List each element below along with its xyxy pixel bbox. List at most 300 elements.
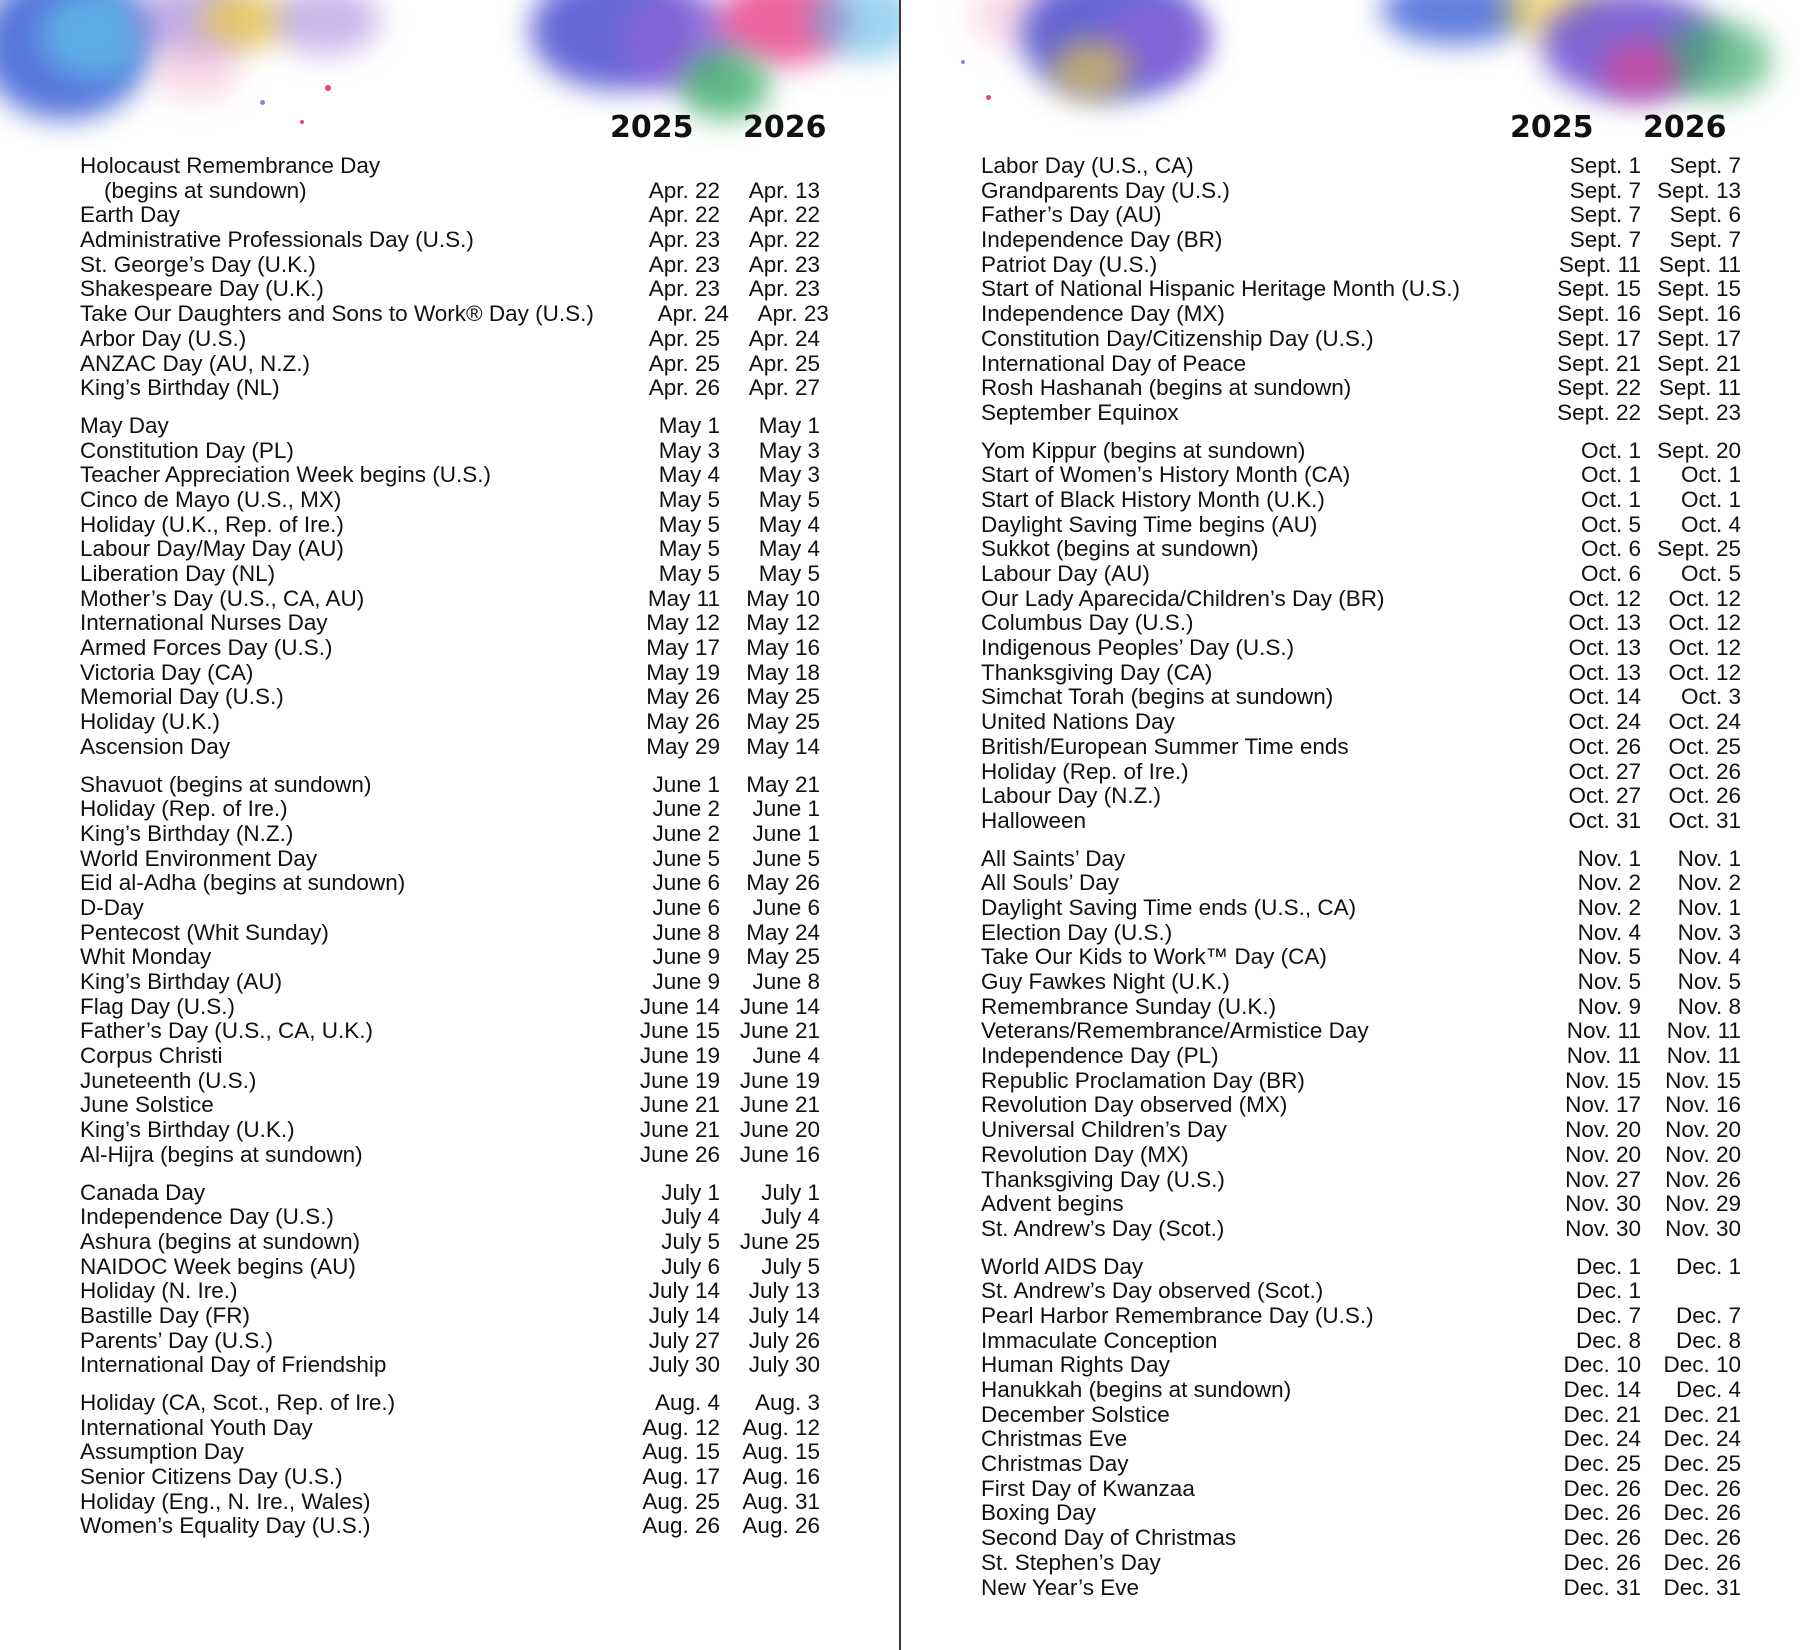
date-2025: July 27 (648, 1327, 720, 1353)
holiday-row (80, 710, 820, 735)
date-2025: Sept. 22 (1557, 375, 1641, 401)
date-2025: May 4 (658, 462, 720, 488)
holiday-row (80, 797, 820, 822)
date-2026: Nov. 8 (1677, 993, 1741, 1019)
date-2025: Sept. 16 (1557, 301, 1641, 327)
date-2026: Oct. 1 (1680, 486, 1741, 512)
date-2025: June 6 (652, 870, 720, 896)
holiday-row (80, 1329, 820, 1354)
holiday-row (80, 1490, 820, 1515)
date-2026: June 21 (739, 1018, 820, 1044)
holiday-row (981, 154, 1741, 179)
holiday-name: Daylight Saving Time begins (AU) (981, 511, 1318, 537)
holiday-name: Parents’ Day (U.S.) (80, 1327, 273, 1353)
holiday-group (80, 1391, 820, 1539)
date-2025: Apr. 23 (648, 276, 720, 302)
holiday-name: Independence Day (PL) (981, 1043, 1219, 1069)
date-2026: June 14 (739, 993, 820, 1019)
holiday-name: Arbor Day (U.S.) (80, 325, 247, 351)
holiday-row (80, 253, 820, 278)
holiday-name: September Equinox (981, 399, 1179, 425)
date-2026: Sept. 7 (1669, 227, 1741, 253)
holiday-row (80, 945, 820, 970)
date-2026: Nov. 11 (1666, 1018, 1741, 1044)
date-2025: Dec. 25 (1563, 1451, 1641, 1477)
date-2026: Nov. 20 (1665, 1141, 1741, 1167)
date-2026: Apr. 27 (748, 375, 820, 401)
holiday-name: (begins at sundown) (104, 177, 307, 203)
date-2025: June 19 (639, 1067, 720, 1093)
holiday-name: Indigenous Peoples’ Day (U.S.) (981, 635, 1295, 661)
date-2025: June 9 (652, 969, 720, 994)
holiday-row (981, 1551, 1741, 1576)
holiday-row (981, 253, 1741, 278)
date-2026: Aug. 31 (742, 1488, 820, 1514)
date-2026: Apr. 23 (757, 301, 829, 327)
date-2026: Sept. 11 (1658, 375, 1741, 401)
holiday-name: King’s Birthday (N.Z.) (80, 820, 294, 846)
date-2025: Apr. 22 (648, 202, 720, 228)
date-2026: May 12 (746, 610, 820, 636)
holiday-name: King’s Birthday (NL) (80, 375, 280, 401)
date-2026: Nov. 20 (1665, 1117, 1741, 1143)
date-2026: Apr. 22 (748, 227, 820, 253)
holiday-name: Bastille Day (FR) (80, 1302, 251, 1328)
holiday-row (981, 587, 1741, 612)
holiday-name: Holiday (Rep. of Ire.) (80, 796, 288, 822)
holiday-name: D-Day (80, 894, 144, 920)
date-2025: Nov. 15 (1565, 1067, 1641, 1093)
date-2026: Sept. 16 (1657, 301, 1741, 327)
holiday-name: Independence Day (BR) (981, 227, 1223, 253)
date-2025: May 5 (658, 561, 720, 586)
date-2025: May 29 (646, 733, 720, 759)
date-2025: Oct. 14 (1568, 684, 1641, 710)
date-2026: Sept. 25 (1657, 536, 1741, 562)
date-2025: Aug. 25 (642, 1488, 720, 1514)
holiday-name: Thanksgiving Day (U.S.) (981, 1166, 1225, 1192)
date-2025: Nov. 2 (1577, 870, 1641, 896)
date-2025: May 19 (646, 659, 720, 685)
date-2026: Oct. 12 (1668, 635, 1741, 661)
holiday-row (981, 179, 1741, 204)
date-2025: Sept. 7 (1569, 202, 1641, 228)
holiday-name: Whit Monday (80, 944, 212, 970)
date-2026: Oct. 26 (1668, 783, 1741, 809)
date-2025: Nov. 9 (1577, 993, 1641, 1019)
date-2026: Nov. 1 (1677, 894, 1741, 920)
date-2026: Sept. 23 (1657, 399, 1741, 425)
date-2026: Dec. 4 (1675, 1377, 1741, 1402)
date-2025: Apr. 25 (648, 350, 720, 376)
holiday-name: Revolution Day observed (MX) (981, 1092, 1288, 1118)
holiday-name: Holiday (CA, Scot., Rep. of Ire.) (80, 1390, 396, 1415)
holiday-name: Pentecost (Whit Sunday) (80, 919, 329, 945)
holiday-row (80, 871, 820, 896)
holiday-row (80, 352, 820, 377)
date-2025: Dec. 26 (1563, 1500, 1641, 1526)
date-2025: Oct. 31 (1568, 807, 1641, 833)
date-2026: Oct. 31 (1668, 807, 1741, 833)
date-2025: Dec. 1 (1575, 1253, 1641, 1279)
date-2026: Apr. 25 (748, 350, 820, 376)
holiday-name: Senior Citizens Day (U.S.) (80, 1464, 343, 1490)
date-2026: Nov. 11 (1666, 1043, 1741, 1069)
holiday-row (981, 562, 1741, 587)
date-2026: May 3 (758, 462, 820, 488)
date-2025: Dec. 26 (1563, 1549, 1641, 1575)
date-2025: May 5 (658, 511, 720, 537)
date-2026: May 21 (746, 771, 820, 797)
date-2026: Dec. 24 (1663, 1426, 1741, 1452)
holiday-name: First Day of Kwanzaa (981, 1475, 1195, 1501)
date-2025: Oct. 24 (1568, 709, 1641, 735)
left-page (0, 0, 899, 1650)
holiday-name: British/European Summer Time ends (981, 733, 1349, 759)
holiday-name: Independence Day (U.S.) (80, 1204, 334, 1230)
holiday-row (80, 1181, 820, 1206)
holiday-row (981, 1118, 1741, 1143)
date-2026: June 1 (752, 796, 820, 822)
date-2026: June 16 (739, 1141, 820, 1167)
date-2026: Nov. 1 (1677, 845, 1741, 871)
date-2025: Oct. 13 (1568, 610, 1641, 636)
date-2025: Apr. 23 (648, 227, 720, 253)
holiday-name: Independence Day (MX) (981, 301, 1225, 327)
date-2026: June 1 (752, 820, 820, 846)
date-2026: June 4 (752, 1043, 820, 1069)
holiday-name: Victoria Day (CA) (80, 659, 254, 685)
date-2025: Oct. 13 (1568, 635, 1641, 661)
holiday-row (80, 1044, 820, 1069)
holiday-name: Columbus Day (U.S.) (981, 610, 1194, 636)
holiday-row (80, 376, 820, 401)
holiday-group (80, 1181, 820, 1379)
date-2025: Oct. 12 (1568, 585, 1641, 611)
date-2026: May 4 (758, 536, 820, 562)
holiday-row (80, 414, 820, 439)
date-2025: Sept. 17 (1557, 325, 1641, 351)
date-2025: Sept. 7 (1569, 177, 1641, 203)
date-2026: Nov. 2 (1677, 870, 1741, 896)
holiday-row (981, 537, 1741, 562)
date-2026: Oct. 24 (1668, 709, 1741, 735)
holiday-name: Daylight Saving Time ends (U.S., CA) (981, 894, 1357, 920)
date-2025: Oct. 1 (1580, 486, 1641, 512)
holiday-name: Women’s Equality Day (U.S.) (80, 1513, 371, 1539)
holiday-row (80, 1255, 820, 1280)
date-2026: Apr. 22 (748, 202, 820, 228)
date-2025: Dec. 24 (1563, 1426, 1641, 1452)
date-2025: June 5 (652, 845, 720, 871)
date-2026: Aug. 3 (754, 1390, 820, 1415)
date-2026: Sept. 11 (1658, 251, 1741, 277)
holiday-name: Ascension Day (80, 733, 231, 759)
date-2025: June 6 (652, 894, 720, 920)
holiday-row (80, 203, 820, 228)
date-2025: May 11 (647, 585, 720, 611)
date-2025: June 9 (652, 944, 720, 970)
date-2025: Oct. 1 (1580, 437, 1641, 463)
holiday-row (80, 1353, 820, 1378)
date-2025: Aug. 4 (654, 1390, 720, 1415)
date-2026: Oct. 5 (1680, 561, 1741, 586)
date-2026: July 13 (748, 1278, 820, 1304)
holiday-name: Human Rights Day (981, 1352, 1170, 1378)
holiday-group (80, 773, 820, 1168)
holiday-name: St. Stephen’s Day (981, 1549, 1161, 1575)
date-2025: Nov. 11 (1566, 1043, 1641, 1069)
date-2025: Dec. 1 (1575, 1278, 1641, 1304)
holiday-row (981, 1329, 1741, 1354)
date-2026: June 21 (739, 1092, 820, 1118)
date-2026: Nov. 5 (1677, 969, 1741, 994)
holiday-name: Holiday (U.K., Rep. of Ire.) (80, 511, 344, 537)
date-2026: May 24 (746, 919, 820, 945)
holiday-row (981, 1069, 1741, 1094)
date-2026: May 18 (746, 659, 820, 685)
holiday-name: International Day of Friendship (80, 1352, 387, 1378)
date-2025: June 1 (652, 771, 720, 797)
date-2025: May 3 (658, 437, 720, 463)
holiday-row (80, 1143, 820, 1168)
holiday-row (80, 537, 820, 562)
date-2026: Dec. 26 (1663, 1475, 1741, 1501)
holiday-name: June Solstice (80, 1092, 214, 1118)
date-2026: May 25 (746, 684, 820, 710)
date-2025: Nov. 4 (1577, 919, 1641, 945)
holiday-row (80, 611, 820, 636)
holiday-name: Constitution Day (PL) (80, 437, 294, 463)
date-2026: Sept. 17 (1657, 325, 1741, 351)
holiday-row (80, 1019, 820, 1044)
date-2025: May 5 (658, 536, 720, 562)
holiday-name: All Saints’ Day (981, 845, 1126, 871)
holiday-name: Cinco de Mayo (U.S., MX) (80, 486, 342, 512)
holiday-row (981, 439, 1741, 464)
date-2025: Nov. 5 (1577, 944, 1641, 970)
date-2026: Dec. 8 (1675, 1327, 1741, 1353)
holiday-name: Patriot Day (U.S.) (981, 251, 1158, 277)
date-2026: Dec. 26 (1663, 1500, 1741, 1526)
date-2025: Nov. 20 (1565, 1117, 1641, 1143)
date-2025: Dec. 10 (1563, 1352, 1641, 1378)
holiday-row (981, 488, 1741, 513)
date-2026: July 5 (761, 1253, 820, 1279)
holiday-name: St. George’s Day (U.K.) (80, 251, 316, 277)
holiday-row (981, 1501, 1741, 1526)
holiday-name: Yom Kippur (begins at sundown) (981, 437, 1306, 463)
holiday-row (80, 773, 820, 798)
date-2026: Oct. 12 (1668, 659, 1741, 685)
holiday-group (981, 439, 1741, 834)
date-2026: May 10 (746, 585, 820, 611)
holiday-row (981, 1255, 1741, 1280)
date-2025: July 14 (648, 1302, 720, 1328)
date-2025: Oct. 26 (1568, 733, 1641, 759)
date-2026: Dec. 10 (1663, 1352, 1741, 1378)
date-2026: Dec. 26 (1663, 1549, 1741, 1575)
holiday-row (80, 463, 820, 488)
holiday-row (80, 1514, 820, 1539)
holiday-row (981, 1427, 1741, 1452)
date-2026: May 25 (746, 709, 820, 735)
holiday-row (80, 179, 820, 204)
year-header-2025: 2025 (610, 110, 694, 145)
holiday-row (981, 871, 1741, 896)
date-2026: Apr. 23 (748, 251, 820, 277)
date-2025: June 19 (639, 1043, 720, 1069)
holiday-name: Labor Day (U.S., CA) (981, 153, 1194, 178)
holiday-row (981, 611, 1741, 636)
date-2025: Sept. 21 (1557, 350, 1641, 376)
holiday-row (981, 685, 1741, 710)
holiday-row (80, 1391, 820, 1416)
holiday-name: New Year’s Eve (981, 1574, 1140, 1600)
date-2025: Nov. 30 (1565, 1191, 1641, 1217)
date-2025: July 1 (661, 1179, 720, 1205)
date-2026: Sept. 15 (1657, 276, 1741, 302)
holiday-row (981, 277, 1741, 302)
date-2026: Dec. 31 (1663, 1574, 1741, 1600)
holiday-name: Assumption Day (80, 1439, 244, 1465)
holiday-name: Labour Day/May Day (AU) (80, 536, 344, 562)
date-2026: Nov. 15 (1665, 1067, 1741, 1093)
holiday-name: Shakespeare Day (U.K.) (80, 276, 324, 302)
holiday-row (981, 1143, 1741, 1168)
date-2026: Sept. 20 (1657, 437, 1741, 463)
date-2026: Nov. 26 (1665, 1166, 1741, 1192)
date-2025: June 21 (639, 1117, 720, 1143)
date-2025: Sept. 11 (1558, 251, 1641, 277)
date-2026: Apr. 13 (748, 177, 820, 203)
date-2026: May 25 (746, 944, 820, 970)
holiday-row (981, 1093, 1741, 1118)
holiday-name: Holocaust Remembrance Day (80, 153, 381, 178)
holiday-name: Halloween (981, 807, 1087, 833)
holiday-name: NAIDOC Week begins (AU) (80, 1253, 356, 1279)
holiday-row (981, 1526, 1741, 1551)
date-2025: June 26 (639, 1141, 720, 1167)
holiday-row (981, 847, 1741, 872)
holiday-row (981, 1019, 1741, 1044)
holiday-row (981, 1192, 1741, 1217)
date-2026: July 30 (748, 1352, 820, 1378)
holiday-row (80, 921, 820, 946)
date-2025: June 21 (639, 1092, 720, 1118)
holiday-name: Canada Day (80, 1179, 206, 1205)
date-2026: Dec. 1 (1675, 1253, 1741, 1279)
holiday-name: Liberation Day (NL) (80, 561, 276, 586)
holiday-row (80, 1069, 820, 1094)
year-header-2026: 2026 (1643, 110, 1727, 145)
holiday-name: International Nurses Day (80, 610, 328, 636)
date-2025: Apr. 26 (648, 375, 720, 401)
holiday-name: Father’s Day (U.S., CA, U.K.) (80, 1018, 373, 1044)
holiday-row (80, 1304, 820, 1329)
holiday-name: All Souls’ Day (981, 870, 1119, 896)
date-2025: Nov. 27 (1565, 1166, 1641, 1192)
holiday-row (981, 896, 1741, 921)
holiday-name: World Environment Day (80, 845, 318, 871)
holiday-name: St. Andrew’s Day (Scot.) (981, 1215, 1225, 1241)
date-2025: Dec. 8 (1575, 1327, 1641, 1353)
holiday-row (981, 1452, 1741, 1477)
holiday-name: Election Day (U.S.) (981, 919, 1173, 945)
date-2026: May 16 (746, 635, 820, 661)
holiday-row (981, 327, 1741, 352)
holiday-name: Ashura (begins at sundown) (80, 1228, 361, 1254)
date-2026: June 20 (739, 1117, 820, 1143)
holiday-name: United Nations Day (981, 709, 1175, 735)
date-2025: Dec. 31 (1563, 1574, 1641, 1600)
date-2025: Oct. 1 (1580, 462, 1641, 488)
holiday-name: Hanukkah (begins at sundown) (981, 1377, 1292, 1402)
holiday-row (80, 847, 820, 872)
holiday-row (80, 1205, 820, 1230)
date-2026: May 3 (758, 437, 820, 463)
holiday-row (80, 327, 820, 352)
date-2026: June 25 (739, 1228, 820, 1254)
holiday-row (981, 302, 1741, 327)
holiday-name: Our Lady Aparecida/Children’s Day (BR) (981, 585, 1385, 611)
holiday-row (80, 439, 820, 464)
date-2025: Nov. 5 (1577, 969, 1641, 994)
date-2025: Aug. 12 (642, 1414, 720, 1440)
holiday-row (981, 401, 1741, 426)
holiday-name: Remembrance Sunday (U.K.) (981, 993, 1277, 1019)
date-2025: July 14 (648, 1278, 720, 1304)
date-2025: Oct. 6 (1580, 561, 1641, 586)
holiday-group (981, 847, 1741, 1242)
date-2026: July 26 (748, 1327, 820, 1353)
holiday-row (80, 822, 820, 847)
date-2026: June 6 (752, 894, 820, 920)
holiday-row (80, 970, 820, 995)
holiday-row (981, 228, 1741, 253)
holiday-row (80, 154, 820, 179)
holiday-name: Corpus Christi (80, 1043, 223, 1069)
date-2026: June 19 (739, 1067, 820, 1093)
date-2025: Nov. 20 (1565, 1141, 1641, 1167)
holiday-row (981, 1217, 1741, 1242)
date-2025: Sept. 22 (1557, 399, 1641, 425)
holiday-row (80, 488, 820, 513)
holiday-name: Republic Proclamation Day (BR) (981, 1067, 1305, 1093)
holiday-row (981, 1477, 1741, 1502)
date-2025: Dec. 7 (1575, 1302, 1641, 1328)
date-2025: Nov. 2 (1577, 894, 1641, 920)
holiday-row (981, 352, 1741, 377)
holiday-name: Guy Fawkes Night (U.K.) (981, 969, 1230, 994)
holiday-name: Al-Hijra (begins at sundown) (80, 1141, 363, 1167)
date-2026: Apr. 23 (748, 276, 820, 302)
holiday-name: International Day of Peace (981, 350, 1247, 376)
holiday-name: Eid al-Adha (begins at sundown) (80, 870, 406, 896)
holiday-group (981, 154, 1741, 426)
date-2025: Nov. 30 (1565, 1215, 1641, 1241)
holiday-row (80, 1230, 820, 1255)
holiday-row (981, 760, 1741, 785)
holiday-name: Sukkot (begins at sundown) (981, 536, 1259, 562)
holiday-name: Shavuot (begins at sundown) (80, 771, 372, 797)
holiday-name: Take Our Daughters and Sons to Work® Day (U.S.) (80, 301, 594, 327)
holiday-list (981, 154, 1741, 1613)
holiday-name: World AIDS Day (981, 1253, 1144, 1279)
holiday-row (981, 203, 1741, 228)
holiday-name: Mother’s Day (U.S., CA, AU) (80, 585, 365, 611)
holiday-name: Father’s Day (AU) (981, 202, 1162, 228)
